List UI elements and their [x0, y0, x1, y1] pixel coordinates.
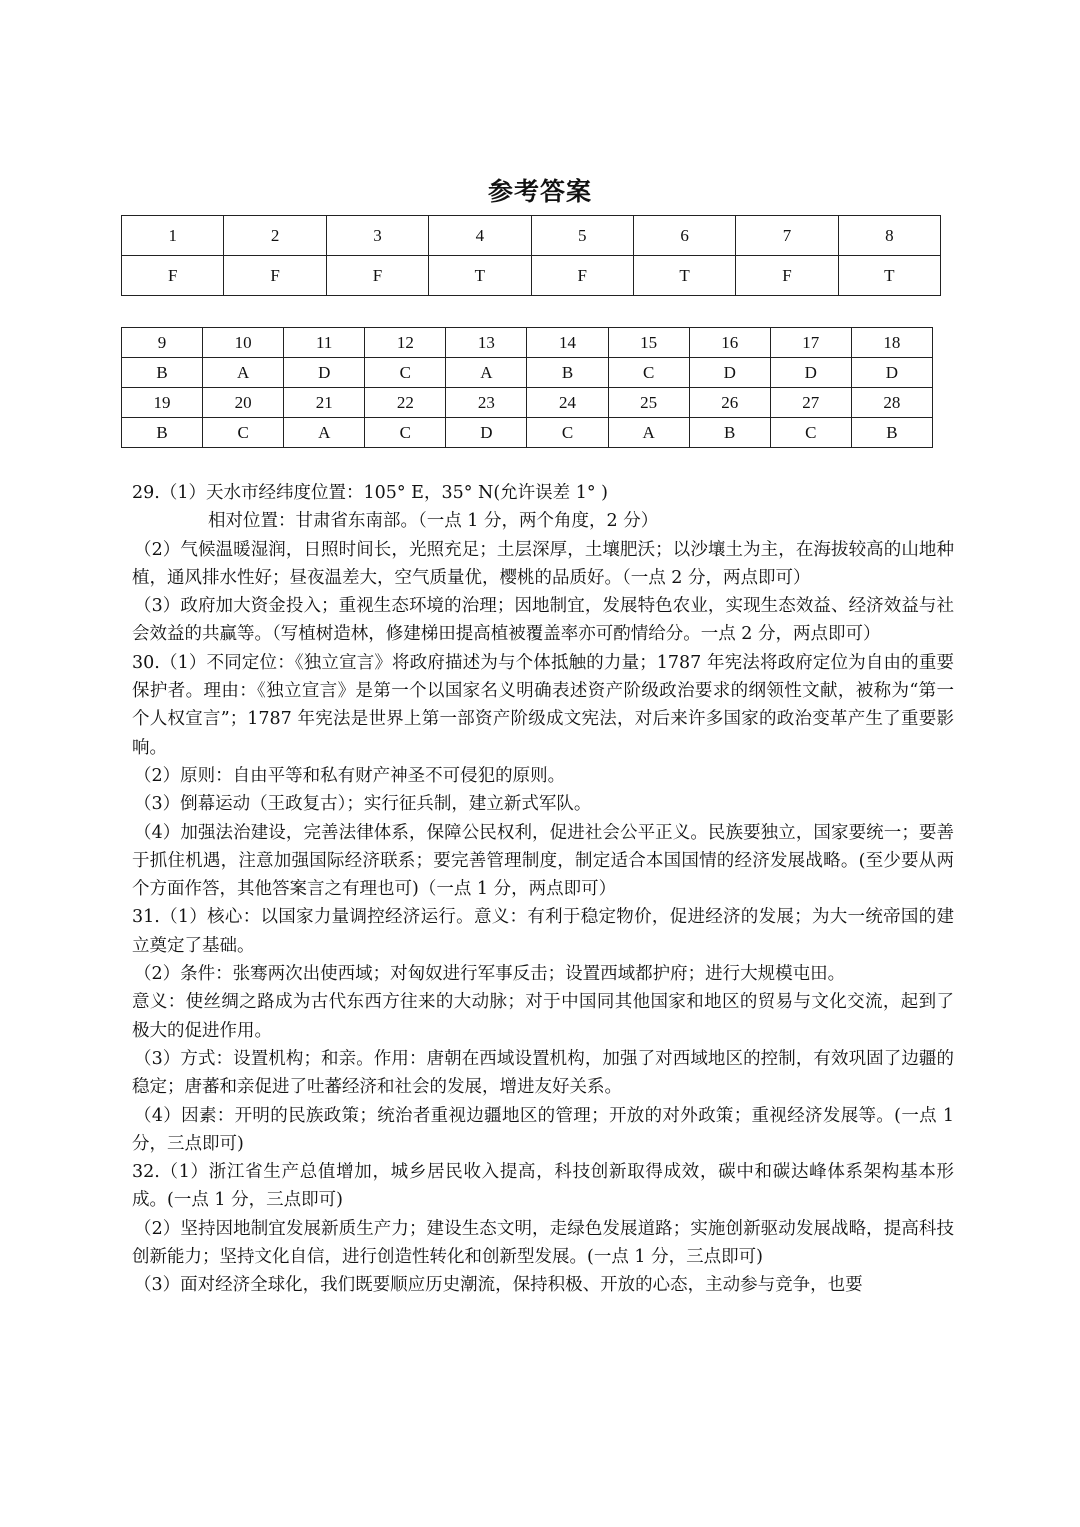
- question-number-cell: 6: [633, 216, 735, 256]
- answer-cell: C: [365, 418, 446, 448]
- question-number-cell: 24: [527, 388, 608, 418]
- answer-cell: C: [203, 418, 284, 448]
- answer-paragraph: （4）因素：开明的民族政策；统治者重视边疆地区的管理；开放的对外政策；重视经济发展等。(一点 1 分，三点即可): [132, 1105, 954, 1154]
- answer-cell: B: [689, 418, 770, 448]
- answer-cell: C: [527, 418, 608, 448]
- answer-cell: F: [531, 256, 633, 296]
- answer-paragraph: 30.（1）不同定位：《独立宣言》将政府描述为与个体抵触的力量；1787 年宪法将政府定位为自由的重要保护者。理由：《独立宣言》是第一个以国家名义明确表述资产阶级政治要求的纲领性文献，被称为“第一个人权宣言”；1787 年宪法是世界上第一部资产阶级成文宪法，对后来许多国家的政治变革产生了重要影响。: [132, 652, 954, 758]
- answer-cell: D: [689, 358, 770, 388]
- question-number-cell: 17: [770, 328, 851, 358]
- question-number-cell: 23: [446, 388, 527, 418]
- multiple-choice-answer-table: [121, 327, 933, 448]
- answer-cell: B: [527, 358, 608, 388]
- page-title: 参考答案: [487, 177, 592, 206]
- question-number-cell: 26: [689, 388, 770, 418]
- answer-cell: F: [326, 256, 428, 296]
- answer-cell: D: [770, 358, 851, 388]
- question-number-cell: 9: [122, 328, 203, 358]
- answer-cell: D: [446, 418, 527, 448]
- answer-cell: B: [122, 358, 203, 388]
- answer-paragraph: 29.（1）天水市经纬度位置：105° E，35° N(允许误差 1° ): [132, 483, 609, 503]
- question-number-cell: 15: [608, 328, 689, 358]
- answer-cell: A: [284, 418, 365, 448]
- question-number-cell: 12: [365, 328, 446, 358]
- answer-paragraph: （4）加强法治建设，完善法律体系，保障公民权利，促进社会公平正义。民族要独立，国家要统一；要善于抓住机遇，注意加强国际经济联系；要完善管理制度，制定适合本国国情的经济发展战略。(至少要从两个方面作答，其他答案言之有理也可)（一点 1 分，两点即可）: [132, 822, 954, 900]
- answer-cell: A: [203, 358, 284, 388]
- answer-cell: C: [770, 418, 851, 448]
- answer-paragraph: （2）条件：张骞两次出使西域；对匈奴进行军事反击；设置西域都护府；进行大规模屯田。: [134, 964, 846, 985]
- answer-paragraph: （3）方式：设置机构；和亲。作用：唐朝在西域设置机构，加强了对西域地区的控制，有效巩固了边疆的稳定；唐蕃和亲促进了吐蕃经济和社会的发展，增进友好关系。: [132, 1048, 954, 1098]
- question-number-cell: 11: [284, 328, 365, 358]
- answer-cell: F: [736, 256, 838, 296]
- answer-paragraph: （2）原则：自由平等和私有财产神圣不可侵犯的原则。: [134, 765, 566, 786]
- question-number-cell: 18: [851, 328, 932, 358]
- question-number-cell: 14: [527, 328, 608, 358]
- answer-cell: B: [122, 418, 203, 448]
- table-row: [122, 388, 933, 418]
- question-number-cell: 10: [203, 328, 284, 358]
- table-row: [122, 418, 933, 448]
- answer-cell: D: [851, 358, 932, 388]
- answer-cell: A: [446, 358, 527, 388]
- question-number-cell: 25: [608, 388, 689, 418]
- question-number-cell: 7: [736, 216, 838, 256]
- true-false-answer-table: [121, 215, 941, 296]
- answer-paragraph: （2）坚持因地制宜发展新质生产力；建设生态文明，走绿色发展道路；实施创新驱动发展战略，提高科技创新能力；坚持文化自信，进行创造性转化和创新型发展。(一点 1 分，三点即可): [132, 1218, 954, 1268]
- question-number-cell: 5: [531, 216, 633, 256]
- question-number-cell: 19: [122, 388, 203, 418]
- answer-cell: B: [851, 418, 932, 448]
- answer-cell: C: [608, 358, 689, 388]
- table-row: [122, 328, 933, 358]
- question-number-cell: 13: [446, 328, 527, 358]
- answer-cell: T: [838, 256, 940, 296]
- answer-paragraph: 31.（1）核心：以国家力量调控经济运行。意义：有利于稳定物价，促进经济的发展；为大一统帝国的建立奠定了基础。: [132, 907, 954, 956]
- answer-cell: F: [224, 256, 326, 296]
- answer-paragraph: （3）面对经济全球化，我们既要顺应历史潮流，保持积极、开放的心态，主动参与竞争，也要: [134, 1275, 863, 1296]
- answer-cell: T: [633, 256, 735, 296]
- answer-text-body: [132, 479, 954, 1300]
- question-number-cell: 8: [838, 216, 940, 256]
- answer-paragraph: 相对位置：甘肃省东南部。（一点 1 分，两个角度，2 分）: [208, 511, 659, 532]
- question-number-cell: 28: [851, 388, 932, 418]
- answer-paragraph: （3）政府加大资金投入；重视生态环境的治理；因地制宜，发展特色农业，实现生态效益、经济效益与社会效益的共赢等。（写植树造林，修建梯田提高植被覆盖率亦可酌情给分。一点 2 分，两点即可）: [132, 596, 954, 645]
- table-row: [122, 256, 941, 296]
- question-number-cell: 21: [284, 388, 365, 418]
- table-row: [122, 358, 933, 388]
- question-number-cell: 20: [203, 388, 284, 418]
- answer-paragraph: （3）倒幕运动（王政复古）；实行征兵制，建立新式军队。: [134, 794, 592, 815]
- answer-cell: A: [608, 418, 689, 448]
- table-row: [122, 216, 941, 256]
- question-number-cell: 22: [365, 388, 446, 418]
- question-number-cell: 27: [770, 388, 851, 418]
- answer-paragraph: 32.（1）浙江省生产总值增加，城乡居民收入提高，科技创新取得成效，碳中和碳达峰体系架构基本形成。(一点 1 分，三点即可): [132, 1162, 954, 1211]
- answer-cell: T: [429, 256, 531, 296]
- answer-cell: D: [284, 358, 365, 388]
- answer-paragraph: 意义：使丝绸之路成为古代东西方往来的大动脉；对于中国同其他国家和地区的贸易与文化交流，起到了极大的促进作用。: [132, 992, 954, 1041]
- question-number-cell: 1: [122, 216, 224, 256]
- answer-paragraph: （2）气候温暖湿润，日照时间长，光照充足；土层深厚，土壤肥沃；以沙壤土为主，在海拔较高的山地种植，通风排水性好；昼夜温差大，空气质量优，樱桃的品质好。（一点 2 分，两点即可）: [132, 539, 954, 588]
- answer-cell: C: [365, 358, 446, 388]
- question-number-cell: 3: [326, 216, 428, 256]
- question-number-cell: 2: [224, 216, 326, 256]
- question-number-cell: 16: [689, 328, 770, 358]
- answer-cell: F: [122, 256, 224, 296]
- question-number-cell: 4: [429, 216, 531, 256]
